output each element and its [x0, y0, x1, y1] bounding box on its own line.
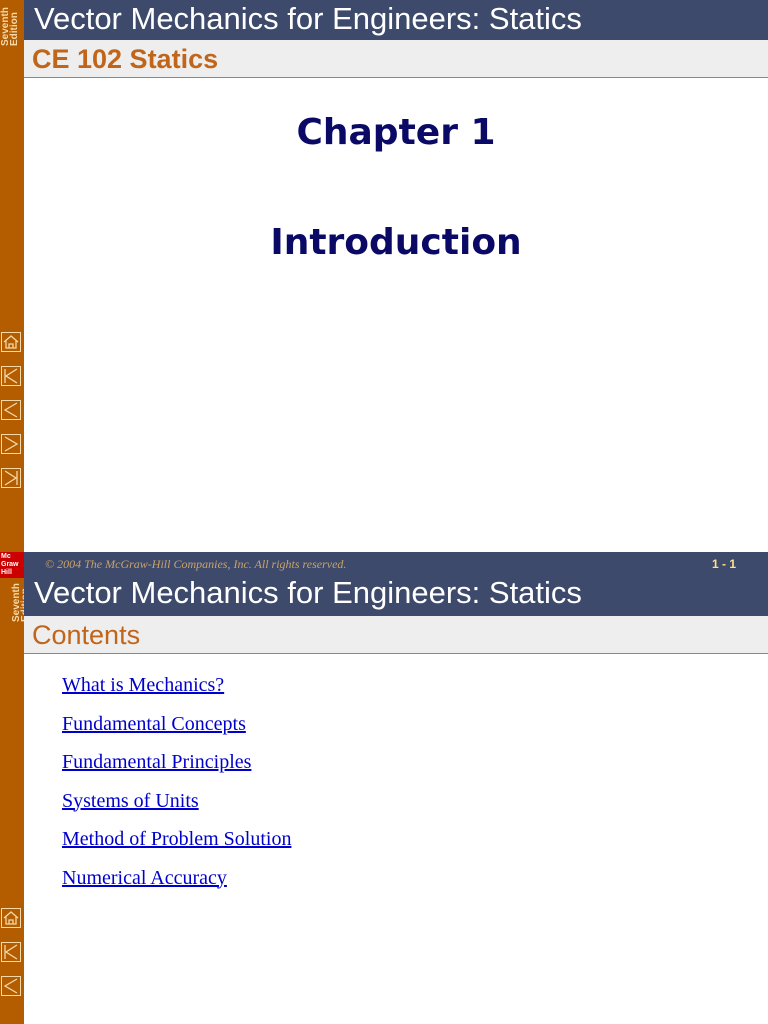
edition-label: Seventh	[11, 583, 22, 622]
subtitle-band	[24, 40, 768, 78]
link-fundamental-concepts[interactable]: Fundamental Concepts	[62, 712, 246, 735]
nav-controls	[1, 332, 23, 502]
mcgraw-hill-logo	[0, 552, 24, 578]
title-band	[24, 552, 768, 616]
edition-label: Seventh Edition	[0, 7, 20, 46]
link-numerical-accuracy[interactable]: Numerical Accuracy	[62, 866, 227, 889]
course-title: CE 102 Statics	[32, 44, 219, 74]
first-slide-icon[interactable]	[1, 366, 21, 386]
previous-slide-icon[interactable]	[1, 976, 21, 996]
slide-title: Vector Mechanics for Engineers: Statics	[34, 1, 582, 36]
home-icon[interactable]	[1, 332, 21, 352]
home-icon[interactable]	[1, 908, 21, 928]
copyright-notice: © 2004 The McGraw-Hill Companies, Inc. All rights reserved.	[45, 557, 347, 571]
list-item	[62, 713, 291, 735]
list-item	[62, 790, 291, 812]
sidebar	[0, 0, 24, 552]
title-band	[24, 0, 768, 40]
link-what-is-mechanics[interactable]: What is Mechanics?	[62, 674, 225, 696]
list-item	[62, 751, 291, 773]
previous-slide-icon[interactable]	[1, 400, 21, 420]
chapter-number: Chapter 1	[296, 112, 496, 153]
link-fundamental-principles[interactable]: Fundamental Principles	[62, 751, 252, 773]
slide-2	[0, 552, 768, 1024]
sidebar	[0, 552, 24, 1024]
list-item	[62, 828, 291, 850]
chapter-heading: Introduction	[270, 222, 522, 263]
list-item	[62, 867, 291, 889]
logo-text: Hill	[1, 569, 12, 576]
nav-controls	[1, 908, 23, 1010]
logo-text: Mc	[1, 553, 11, 560]
next-slide-icon[interactable]	[1, 434, 21, 454]
contents-list	[62, 674, 291, 905]
last-slide-icon[interactable]	[1, 468, 21, 488]
link-systems-of-units[interactable]: Systems of Units	[62, 789, 199, 812]
first-slide-icon[interactable]	[1, 942, 21, 962]
section-title: Contents	[32, 620, 141, 650]
slide-number: 1 - 1	[711, 557, 736, 571]
slide-title: Vector Mechanics for Engineers: Statics	[34, 575, 582, 610]
logo-text: Graw	[1, 561, 19, 568]
link-method-of-problem-solution[interactable]: Method of Problem Solution	[62, 828, 292, 850]
list-item	[62, 674, 291, 696]
subtitle-band	[24, 616, 768, 654]
